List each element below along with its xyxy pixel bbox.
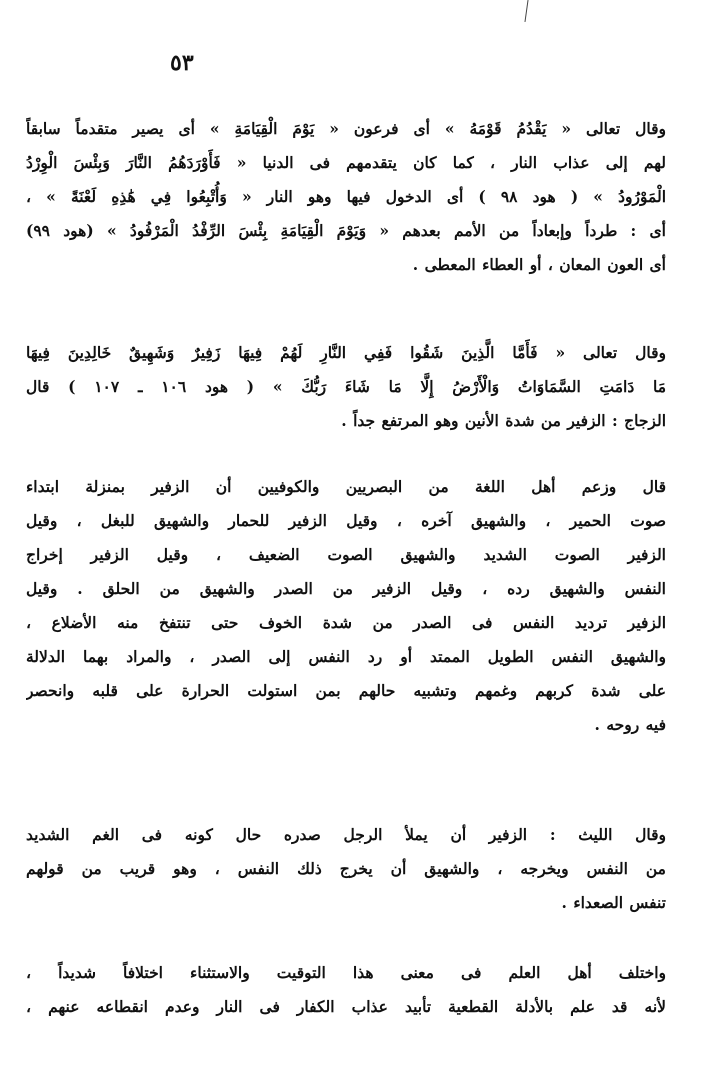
text-line: أى : طرداً وإبعاداً من الأمم بعدهم « وَيَوْمَ الْقِيَامَةِ بِئْسَ الرِّفْدُ الْمَرْفُودُ » (هود ٩٩) [26, 221, 666, 240]
text-line: الزجاج : الزفير من شدة الأنين وهو المرتفع جداً . [341, 411, 666, 430]
text-line: فيه روحه . [594, 715, 666, 734]
text-line: لهم إلى عذاب النار ، كما كان يتقدمهم فى الدنيا « فَأَوْرَدَهُمُ النَّارَ وَبِئْسَ الْوِرْدُ [26, 153, 666, 172]
paragraph-4 [26, 818, 666, 920]
text-line: قال وزعم أهل اللغة من البصريين والكوفيين أن الزفير بمنزلة ابتداء [26, 477, 666, 496]
text-line: أى العون المعان ، أو العطاء المعطى . [412, 255, 666, 274]
paragraph-3 [26, 470, 666, 742]
text-line: من النفس ويخرجه ، والشهيق أن يخرج ذلك النفس ، وهو قريب من قولهم [26, 859, 666, 878]
text-line: الزفير ترديد النفس فى الصدر من شدة الخوف حتى تنتفخ منه الأضلاع ، [26, 613, 666, 632]
text-line: واختلف أهل العلم فى معنى هذا التوقيت والاستثناء اختلافاً شديداً ، [26, 963, 666, 982]
scan-artifact-mark [524, 0, 528, 22]
paragraph-2 [26, 336, 666, 438]
text-line: وقال تعالى « فَأَمَّا الَّذِينَ شَقُوا فَفِي النَّارِ لَهُمْ فِيهَا زَفِيرٌ وَشَهِيقٌ خَالِدِينَ فِيهَا [26, 343, 666, 362]
text-line: وقال الليث : الزفير أن يملأ الرجل صدره حال كونه فى الغم الشديد [26, 825, 666, 844]
text-line: لأنه قد علم بالأدلة القطعية تأبيد عذاب الكفار فى النار وعدم انقطاعه عنهم ، [26, 997, 666, 1016]
text-line: على شدة كربهم وغمهم وتشبيه حالهم بمن استولت الحرارة على قلبه وانحصر [26, 681, 666, 700]
text-line: مَا دَامَتِ السَّمَاوَاتُ وَالْأَرْضُ إِلَّا مَا شَاءَ رَبُّكَ » ( هود ١٠٦ ـ ١٠٧ ) قال [26, 377, 666, 396]
paragraph-1 [26, 112, 666, 282]
text-line: النفس والشهيق رده ، وقيل الزفير من الصدر والشهيق من الحلق . وقيل [26, 579, 666, 598]
page-number: ٥٣ [170, 50, 194, 76]
text-line: الْمَوْرُودُ » ( هود ٩٨ ) أى الدخول فيها وهو النار « وَأُتْبِعُوا فِي هَٰذِهِ لَعْنَةً » ، [26, 187, 666, 206]
text-line: والشهيق النفس الطويل الممتد أو رد النفس إلى الصدر ، والمراد بهما الدلالة [26, 647, 666, 666]
text-line: وقال تعالى « يَقْدُمُ قَوْمَهُ » أى فرعون « يَوْمَ الْقِيَامَةِ » أى يصير متقدماً سابقاً [26, 119, 666, 138]
paragraph-5 [26, 956, 666, 1024]
text-line: الزفير الصوت الشديد والشهيق الصوت الضعيف ، وقيل الزفير إخراج [26, 545, 666, 564]
text-line: تنفس الصعداء . [561, 893, 666, 912]
text-line: صوت الحمير ، والشهيق آخره ، وقيل الزفير للحمار والشهيق للبغل ، وقيل [26, 511, 666, 530]
